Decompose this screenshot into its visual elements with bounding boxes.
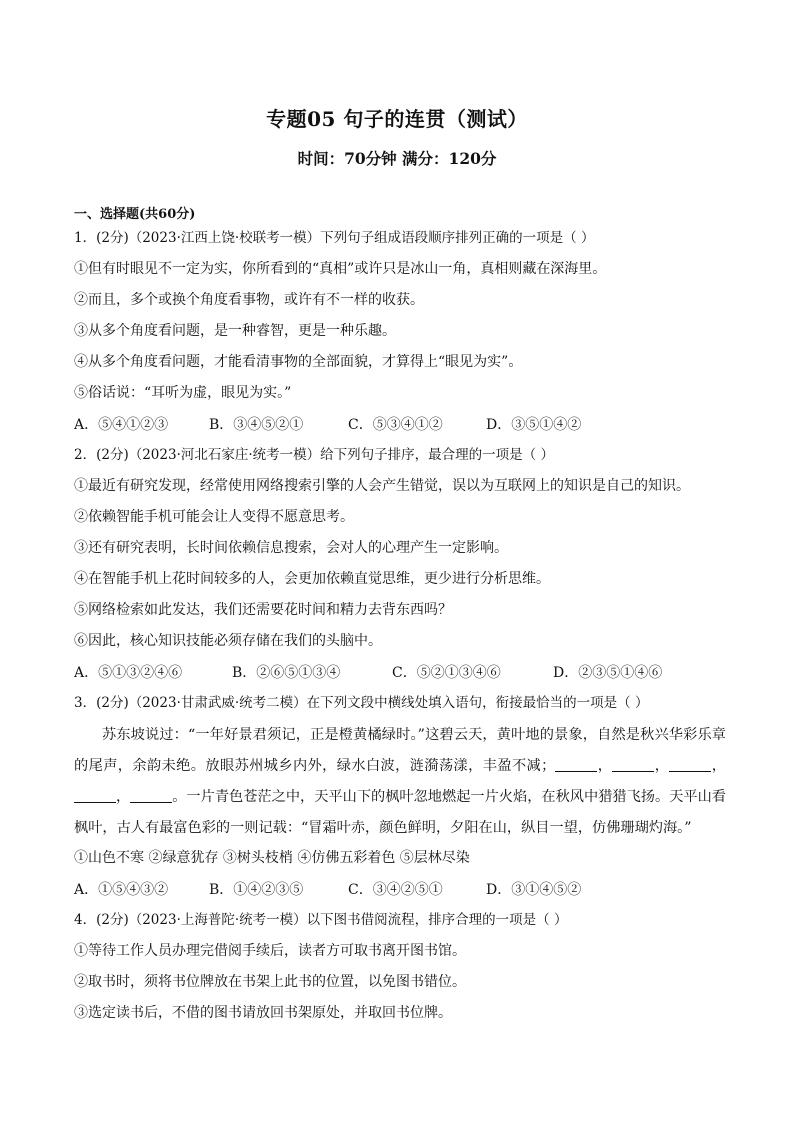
question-4-item: ③选定读书后，不借的图书请放回书架原处，并取回书位牌。 [74, 1005, 452, 1021]
exam-info: 时间：70分钟 满分：120分 [297, 149, 497, 168]
question-3-passage: 苏东坡说过：“一年好景君须记，正是橙黄橘绿时。”这碧云天，黄叶地的景象，自然是秋兴华彩乐章的尾声，余韵未绝。放眼苏州城乡内外，绿水白波，涟漪荡漾，丰盈不减； ， ， ，， 。一片青色苍茫之中，天平山下的枫叶忽地燃起一片火焰，在秋风中猎猎飞扬。天平山看枫叶，古人有最富色彩的一则记载：“冒霜叶赤，颜色鲜明，夕阳在山，纵目一望，仿佛珊瑚灼海。” [74, 727, 726, 836]
question-3-choices: ①山色不寒 ②绿意犹存 ③树头枝梢 ④仿佛五彩着色 ⑤层林尽染 [74, 850, 470, 866]
question-2-item: ②依赖智能手机可能会让人变得不愿意思考。 [74, 509, 354, 525]
answer-blank[interactable] [669, 757, 711, 772]
option-c[interactable]: C．⑤③④①② [348, 417, 443, 433]
page-title: 专题05 句子的连贯（测试） [266, 107, 528, 131]
question-4-item: ①等待工作人员办理完借阅手续后，读者方可取书离开图书馆。 [74, 943, 466, 959]
option-b[interactable]: B．③④⑤②① [209, 417, 304, 433]
question-4-stem: 4．(2分)（2023·上海普陀·统考一模）以下图书借阅流程，排序合理的一项是（ ） [74, 912, 568, 928]
passage-text: 苏东坡说过：“一年好景君须记，正是橙黄橘绿时。”这碧云天，黄叶地的景象，自然是秋兴华彩乐章的尾声，余韵未绝。放眼苏州城乡内外，绿水白波，涟漪荡漾，丰盈不减； [74, 727, 726, 774]
answer-blank[interactable] [130, 788, 172, 803]
option-a[interactable]: A．①⑤④③② [74, 882, 169, 898]
question-2-item: ⑥因此，核心知识技能必须存储在我们的头脑中。 [74, 633, 382, 649]
option-a[interactable]: A．⑤④①②③ [74, 417, 169, 433]
passage-text: 。一片青色苍茫之中，天平山下的枫叶忽地燃起一片火焰，在秋风中猎猎飞扬。天平山看枫叶，古人有最富色彩的一则记载：“冒霜叶赤，颜色鲜明，夕阳在山，纵目一望，仿佛珊瑚灼海。” [74, 789, 726, 836]
answer-blank[interactable] [74, 788, 116, 803]
question-2-item: ⑤网络检索如此发达，我们还需要花时间和精力去背东西吗？ [74, 602, 452, 618]
question-1-item: ②而且，多个或换个角度看事物，或许有不一样的收获。 [74, 292, 424, 308]
question-1-item: ⑤俗话说：“耳听为虚，眼见为实。” [74, 385, 292, 401]
option-d[interactable]: D．③①④⑤② [486, 882, 582, 898]
question-2-options [74, 662, 662, 682]
option-a[interactable]: A．⑤①③②④⑥ [74, 665, 183, 681]
option-b[interactable]: B．②⑥⑤①③④ [232, 665, 341, 681]
option-b[interactable]: B．①④②③⑤ [209, 882, 304, 898]
question-3-options [74, 879, 581, 899]
question-1-item: ④从多个角度看问题，才能看清事物的全部面貌，才算得上“眼见为实”。 [74, 354, 523, 370]
question-4-item: ②取书时，须将书位牌放在书架上此书的位置，以免图书错位。 [74, 974, 466, 990]
answer-blank[interactable] [555, 757, 597, 772]
question-2-item: ③还有研究表明，长时间依赖信息搜索，会对人的心理产生一定影响。 [74, 540, 508, 556]
question-1-options [74, 414, 581, 434]
section-heading: 一、选择题(共60分) [74, 207, 196, 222]
option-d[interactable]: D．③⑤①④② [486, 417, 582, 433]
question-1-item: ①但有时眼见不一定为实，你所看到的“真相”或许只是冰山一角，真相则藏在深海里。 [74, 261, 607, 277]
option-d[interactable]: D．②③⑤①④⑥ [553, 665, 663, 681]
option-c[interactable]: C．③④②⑤① [348, 882, 443, 898]
question-1-item: ③从多个角度看问题，是一种睿智，更是一种乐趣。 [74, 323, 396, 339]
question-1-stem: 1．(2分)（2023·江西上饶·校联考一模）下列句子组成语段顺序排列正确的一项是（ ） [74, 230, 595, 246]
answer-blank[interactable] [612, 757, 654, 772]
question-2-item: ④在智能手机上花时间较多的人，会更加依赖直觉思维，更少进行分析思维。 [74, 571, 550, 587]
question-3-stem: 3．(2分)（2023·甘肃武威·统考二模）在下列文段中横线处填入语句，衔接最恰当的一项是（ ） [74, 695, 649, 711]
option-c[interactable]: C．⑤②①③④⑥ [392, 665, 501, 681]
question-2-stem: 2．(2分)（2023·河北石家庄·统考一模）给下列句子排序，最合理的一项是（ ） [74, 447, 554, 463]
question-2-item: ①最近有研究发现，经常使用网络搜索引擎的人会产生错觉，误以为互联网上的知识是自己的知识。 [74, 478, 690, 494]
